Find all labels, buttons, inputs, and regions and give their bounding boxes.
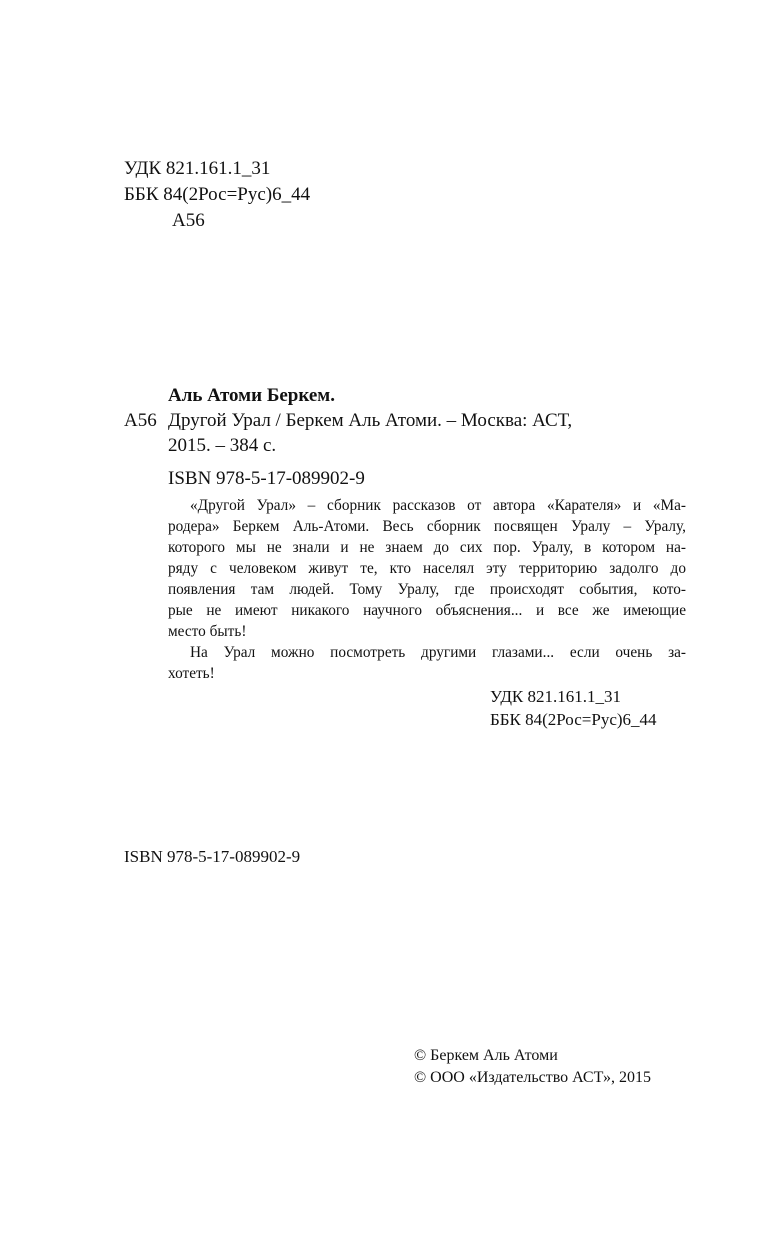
catalog-author: Аль Атоми Беркем. [168,385,335,406]
annotation-line: место быть! [168,623,247,640]
annotation-line: появления там людей. Тому Уралу, где происходят события, кото- [168,581,686,598]
annotation [168,495,686,684]
bbk-code: ББК 84(2Рос=Рус)6_44 [124,184,311,205]
catalog-author-mark: А56 [124,410,157,431]
annotation-line: «Другой Урал» – сборник рассказов от автора «Карателя» и «Ма- [190,497,686,514]
annotation-line: которого мы не знали и не знаем до сих пор. Уралу, в котором на- [168,539,686,556]
author-mark: А56 [172,210,205,231]
annotation-line: рые не имеют никакого научного объяснения... и все же имеющие [168,602,686,619]
classification-block-right [490,685,657,731]
udk-code: УДК 821.161.1_31 [124,158,271,179]
catalog-title [168,408,686,458]
catalog-title-line: 2015. – 384 с. [168,435,277,456]
annotation-paragraph [168,642,686,663]
copyright-publisher: © ООО «Издательство АСТ», 2015 [414,1069,651,1086]
annotation-line: хотеть! [168,665,215,682]
copyright-block [414,1045,651,1089]
annotation-paragraph [168,495,686,516]
isbn: ISBN 978-5-17-089902-9 [124,847,301,866]
catalog-entry [124,383,686,491]
classification-block-top [124,156,310,234]
copyright-author: © Беркем Аль Атоми [414,1047,558,1064]
annotation-line: На Урал можно посмотреть другими глазами... если очень за- [190,644,686,661]
catalog-title-line: Другой Урал / Беркем Аль Атоми. – Москва: АСТ, [168,410,573,431]
catalog-isbn: ISBN 978-5-17-089902-9 [168,468,365,489]
annotation-line: родера» Беркем Аль-Атоми. Весь сборник посвящен Уралу – Уралу, [168,518,686,535]
bbk-code: ББК 84(2Рос=Рус)6_44 [490,710,657,729]
catalog-title-row [124,408,686,458]
udk-code: УДК 821.161.1_31 [490,687,622,706]
annotation-line: ряду с человеком живут те, кто населял эту территорию задолго до [168,560,686,577]
